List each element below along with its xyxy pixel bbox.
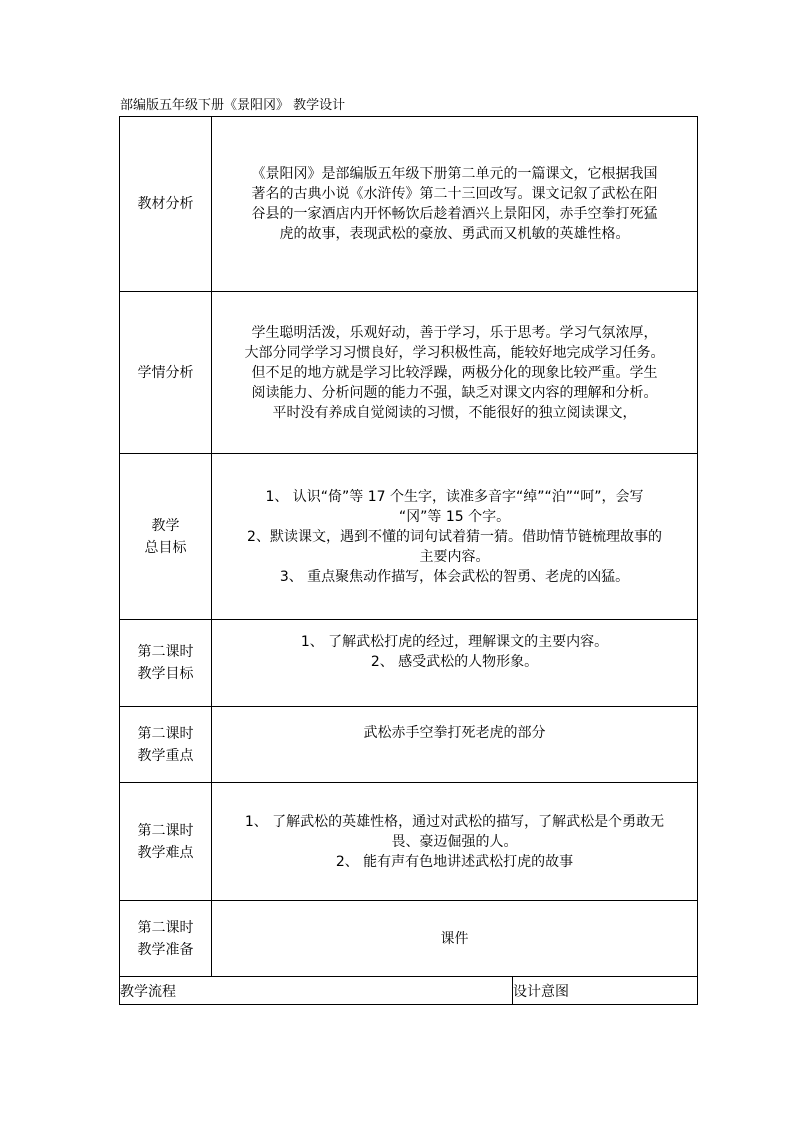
text-line: 平时没有养成自觉阅读的习惯，不能很好的独立阅读课文，: [272, 404, 637, 421]
text-line: 著名的古典小说《水浒传》第二十三回改写。课文记叙了武松在阳: [251, 186, 658, 202]
text-line: 虎的故事，表现武松的豪放、勇武而又机敏的英雄性格。: [279, 226, 630, 242]
text-line: 谷县的一家酒店内开怀畅饮后趁着酒兴上景阳冈，赤手空拳打死猛: [251, 206, 658, 222]
text-line: 大部分同学学习习惯良好，学习积极性高，能较好地完成学习任务。: [244, 344, 665, 361]
label-line: 教学目标: [137, 666, 194, 682]
text-line: 武松赤手空拳打死老虎的部分: [363, 725, 546, 741]
label-textbook-analysis: [120, 117, 212, 292]
label-line: 第二课时: [137, 725, 194, 742]
document-title: 部编版五年级下册《景阳冈》 教学设计: [120, 98, 346, 113]
text-line: 2、默读课文，遇到不懂的词句试着猜一猜。借助情节链梳理故事的: [247, 528, 662, 545]
label-lesson2-difficulties: [120, 783, 212, 901]
lesson-plan-table: [119, 116, 698, 1005]
row-student-analysis: [120, 292, 698, 454]
label-line: 教学重点: [137, 747, 194, 764]
content-lesson2-goals: [212, 620, 698, 707]
label-line: 学情分析: [137, 364, 194, 381]
row-lesson2-key-points: [120, 707, 698, 783]
label-line: 教学: [151, 517, 180, 534]
label-lesson2-preparation: [120, 901, 212, 977]
label-student-analysis: [120, 292, 212, 454]
content-textbook-analysis: [212, 117, 698, 292]
text-line: 1、 了解武松的英雄性格，通过对武松的描写，了解武松是个勇敢无: [244, 813, 665, 830]
text-line: 2、 感受武松的人物形象。: [370, 654, 539, 670]
text-line: 1、 了解武松打虎的经过，理解课文的主要内容。: [300, 634, 609, 650]
header-teaching-flow: 教学流程: [120, 977, 513, 1005]
text-line: 畏、豪迈倔强的人。: [391, 833, 518, 850]
label-line: 第二课时: [137, 919, 194, 936]
content-lesson2-preparation: [212, 901, 698, 977]
text-line: 1、 认识“倚”等 17 个生字，读准多音字“绰”“泊”“呵”，会写: [265, 488, 644, 505]
label-lesson2-goals: [120, 620, 212, 707]
text-line: 阅读能力、分析问题的能力不强，缺乏对课文内容的理解和分析。: [251, 384, 658, 401]
content-lesson2-difficulties: [212, 783, 698, 901]
label-lesson2-key-points: [120, 707, 212, 783]
text-line: 学生聪明活泼，乐观好动，善于学习，乐于思考。学习气氛浓厚，: [251, 324, 658, 341]
text-line: 2、 能有声有色地讲述武松打虎的故事: [335, 853, 574, 870]
label-line: 教学难点: [137, 844, 194, 861]
text-line: 《景阳冈》是部编版五年级下册第二单元的一篇课文，它根据我国: [251, 166, 658, 182]
text-line: 但不足的地方就是学习比较浮躁，两极分化的现象比较严重。学生: [251, 364, 658, 381]
label-line: 教材分析: [137, 196, 194, 212]
text-line: “冈”等 15 个字。: [398, 508, 511, 525]
row-textbook-analysis: [120, 117, 698, 292]
label-line: 第二课时: [137, 644, 194, 660]
label-overall-goals: [120, 454, 212, 620]
header-design-intent: 设计意图: [513, 977, 698, 1005]
label-line: 教学准备: [137, 941, 194, 958]
content-lesson2-key-points: [212, 707, 698, 783]
label-line: 第二课时: [137, 822, 194, 839]
text-line: 主要内容。: [419, 548, 490, 565]
row-lesson2-difficulties: [120, 783, 698, 901]
row-footer: [120, 977, 698, 1005]
row-lesson2-goals: [120, 620, 698, 707]
text-line: 3、 重点聚焦动作描写，体会武松的智勇、老虎的凶猛。: [279, 568, 630, 585]
row-lesson2-preparation: [120, 901, 698, 977]
label-line: 总目标: [144, 539, 187, 556]
content-overall-goals: [212, 454, 698, 620]
row-overall-goals: [120, 454, 698, 620]
text-line: 课件: [440, 930, 469, 947]
content-student-analysis: [212, 292, 698, 454]
